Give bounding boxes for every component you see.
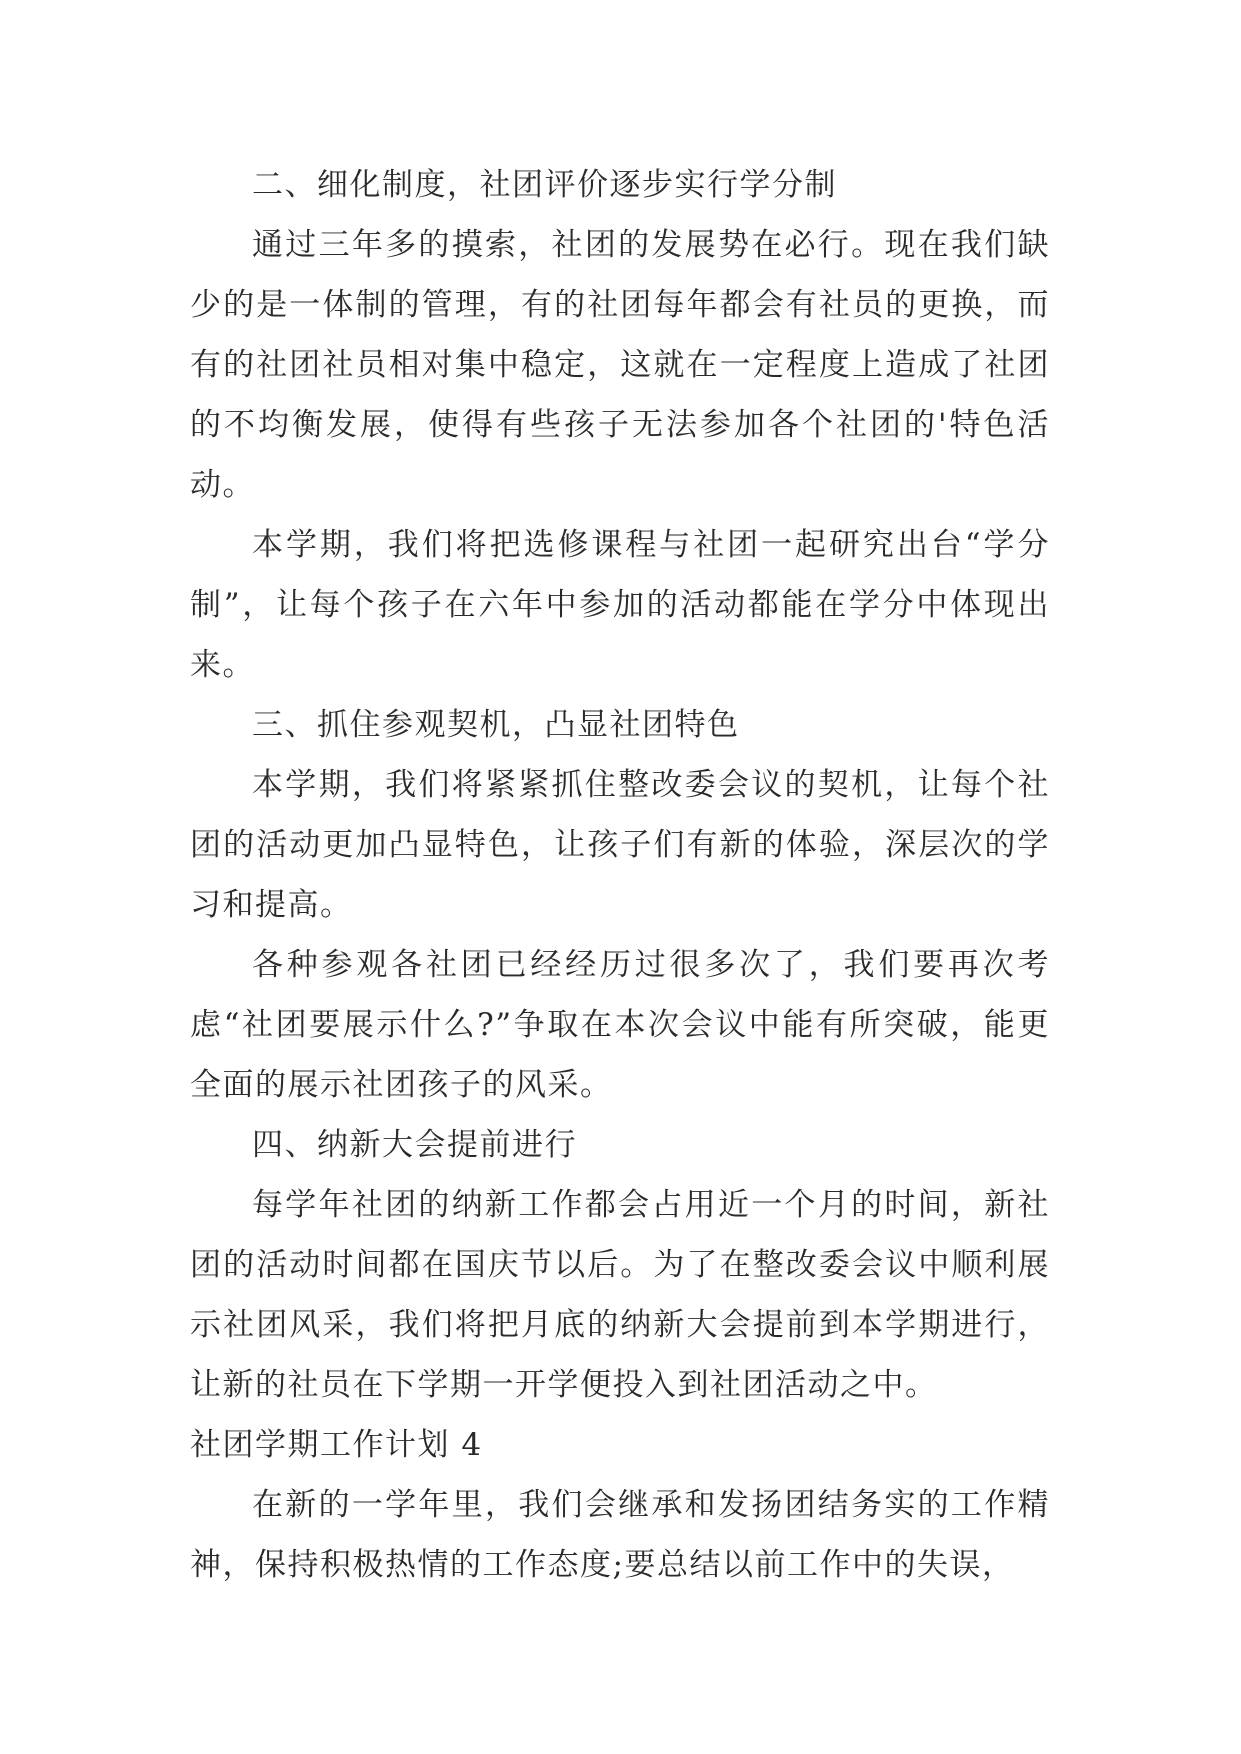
paragraph: 本学期，我们将把选修课程与社团一起研究出台“学分制”，让每个孩子在六年中参加的活动都能在学分中体现出来。 [190,527,1050,683]
section-heading-4: 四、纳新大会提前进行 [252,1127,577,1163]
section-heading-2: 二、细化制度，社团评价逐步实行学分制 [252,167,837,203]
paragraph: 本学期，我们将紧紧抓住整改委会议的契机，让每个社团的活动更加凸显特色，让孩子们有新的体验，深层次的学习和提高。 [190,767,1050,923]
section-heading-3: 三、抓住参观契机，凸显社团特色 [252,707,740,743]
paragraph: 通过三年多的摸索，社团的发展势在必行。现在我们缺少的是一体制的管理，有的社团每年都会有社员的更换，而有的社团社员相对集中稳定，这就在一定程度上造成了社团的不均衡发展，使得有些孩子无法参加各个社团的'特色活动。 [190,227,1050,503]
paragraph: 各种参观各社团已经经历过很多次了，我们要再次考虑“社团要展示什么?”争取在本次会议中能有所突破，能更全面的展示社团孩子的风采。 [190,947,1050,1103]
document-body [190,155,1050,1595]
paragraph: 在新的一学年里，我们会继承和发扬团结务实的工作精神，保持积极热情的工作态度;要总结以前工作中的失误， [190,1487,1050,1583]
document-title: 社团学期工作计划 4 [190,1427,483,1463]
paragraph: 每学年社团的纳新工作都会占用近一个月的时间，新社团的活动时间都在国庆节以后。为了在整改委会议中顺利展示社团风采，我们将把月底的纳新大会提前到本学期进行，让新的社员在下学期一开学便投入到社团活动之中。 [190,1187,1050,1403]
